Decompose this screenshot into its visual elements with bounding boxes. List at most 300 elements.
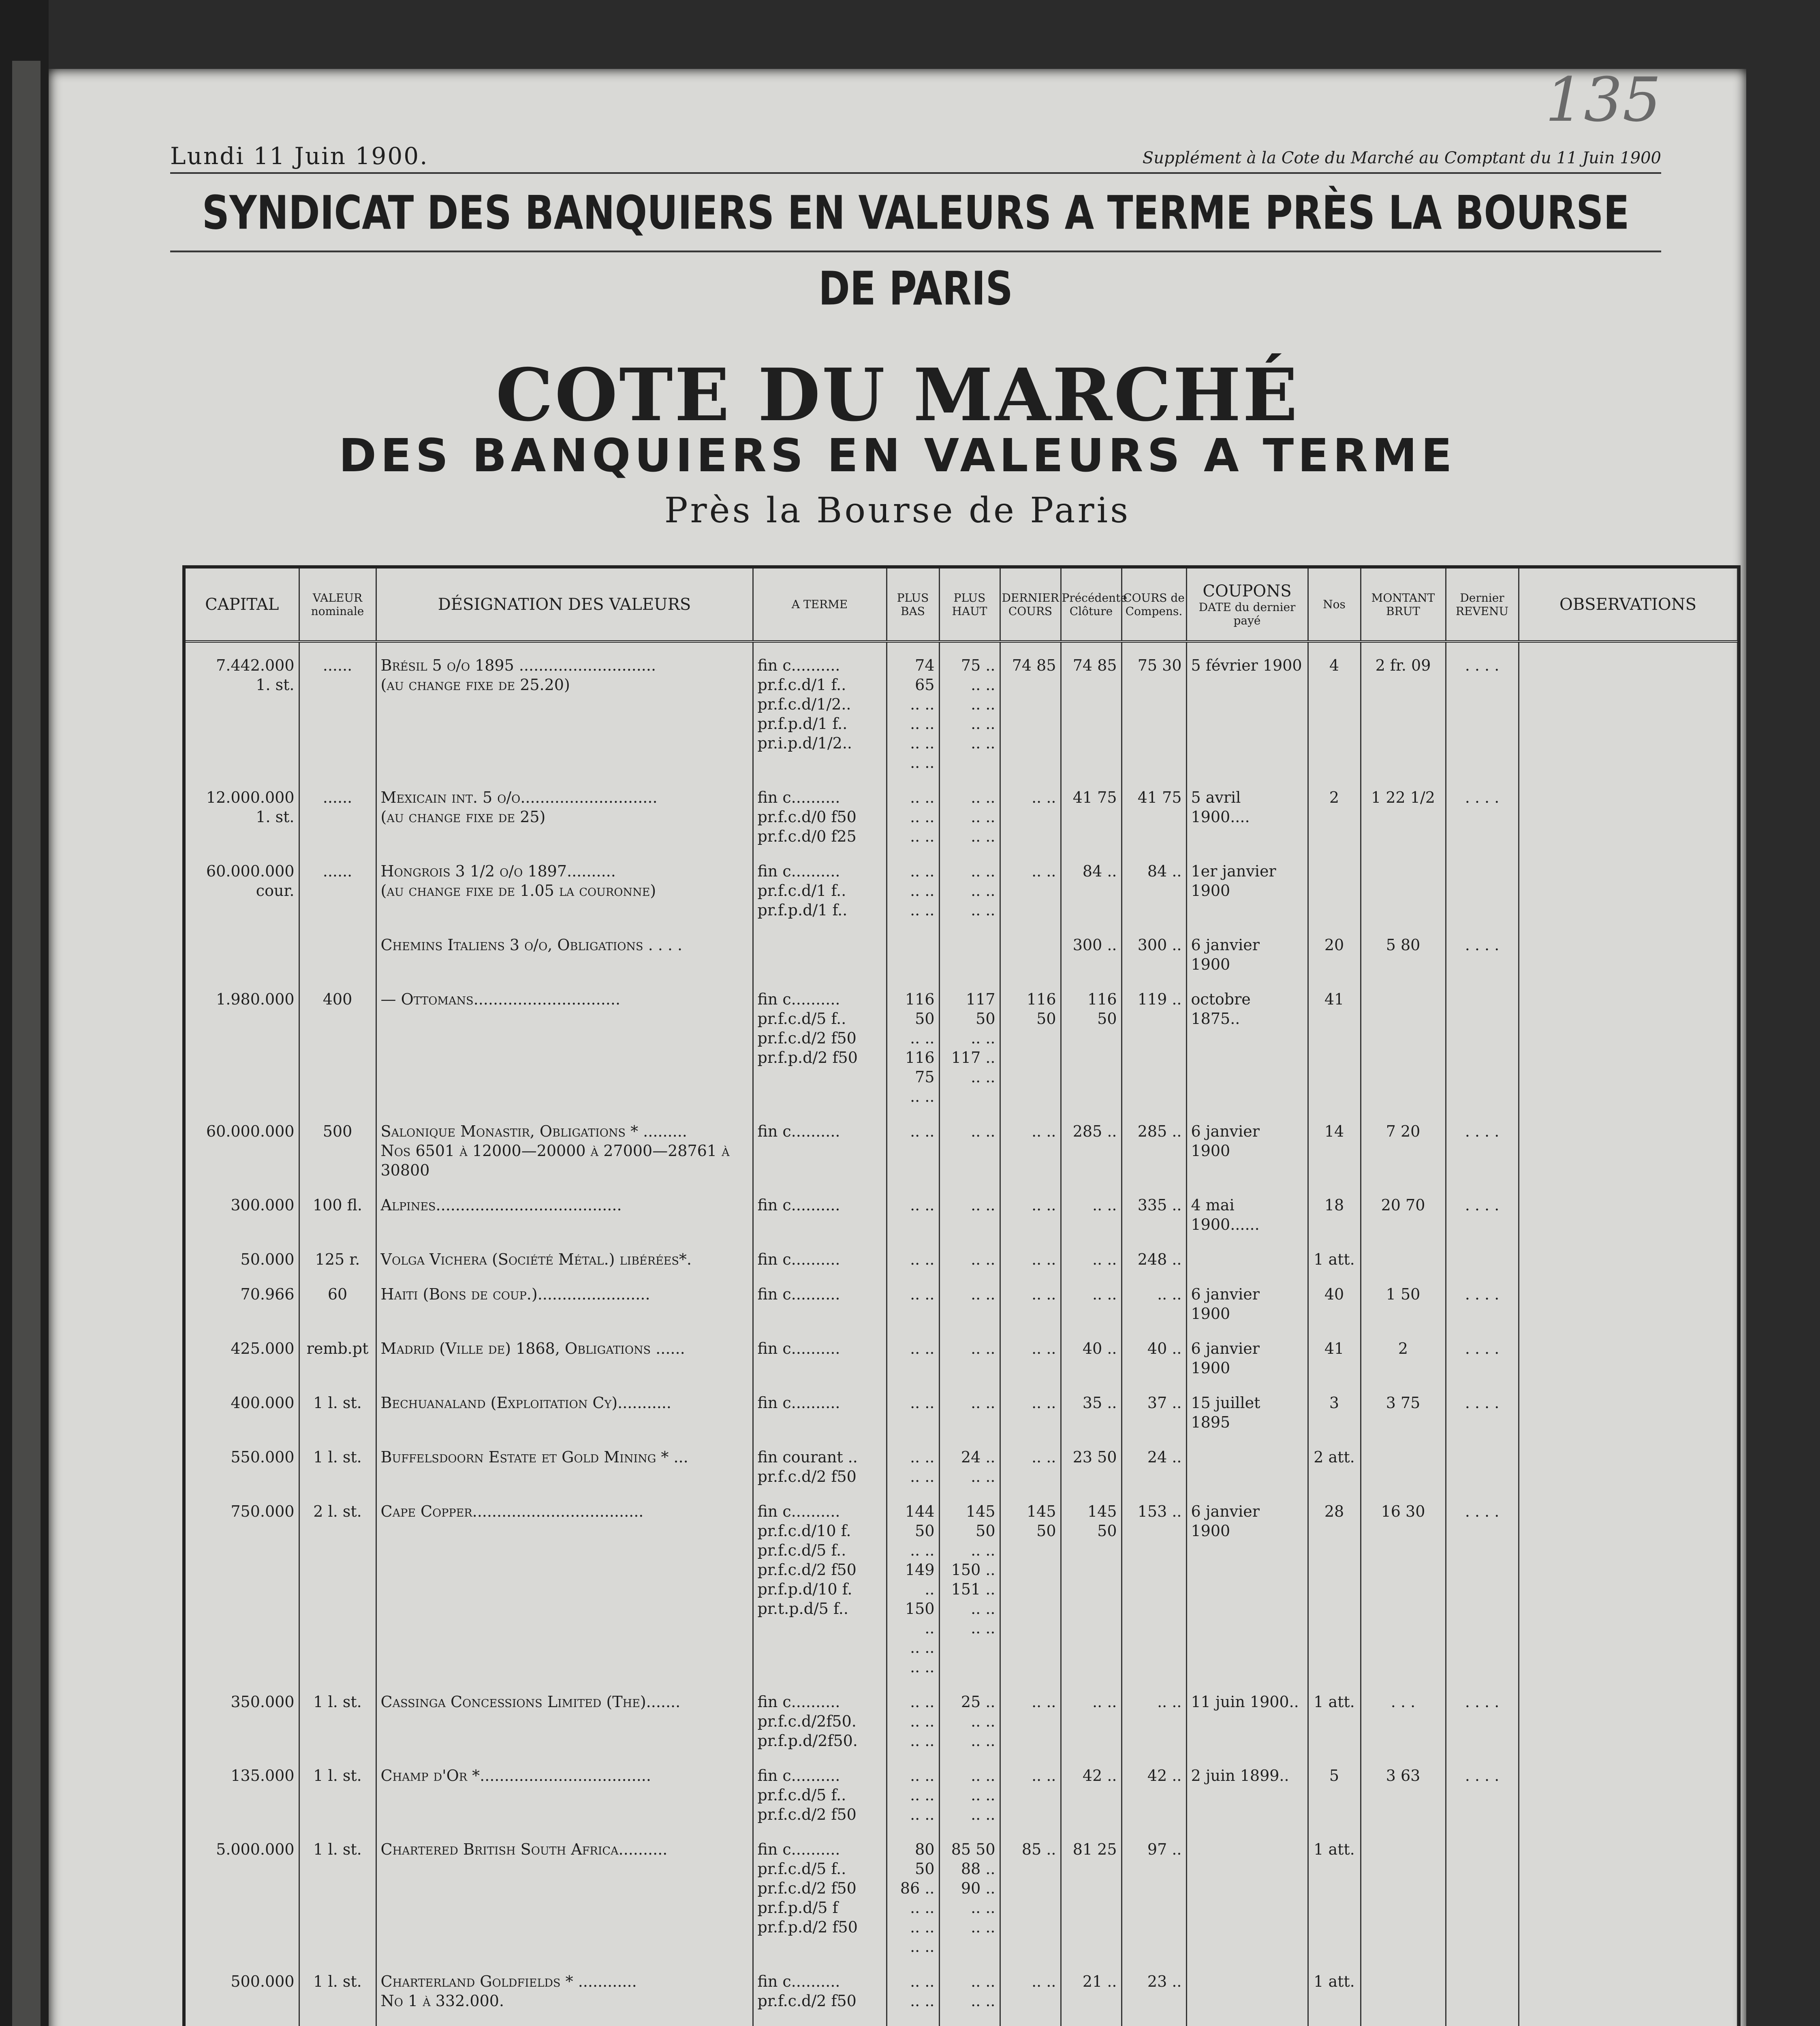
compens-cell: 285 .. bbox=[1121, 1109, 1186, 1182]
valeur-cell: 1 l. st. bbox=[299, 1380, 376, 1434]
capital-cell: 50.000 bbox=[186, 1237, 299, 1272]
valeur-cell: 60 bbox=[299, 1272, 376, 1326]
plus-haut-cell: 75 .. .. .. .. .. .. .. .. .. bbox=[939, 641, 1000, 775]
col-dernier-cours: DERNIER COURS bbox=[1000, 568, 1061, 641]
capital-cell: 350.000 bbox=[186, 1679, 299, 1753]
date-paye-cell: octobre 1875.. bbox=[1186, 977, 1308, 1109]
plus-bas-cell: .. .. bbox=[887, 1109, 939, 1182]
quotation-table bbox=[186, 568, 1738, 2026]
capital-cell: 7.442.000 1. st. bbox=[186, 641, 299, 775]
valeur-cell: 1 l. st. bbox=[299, 1753, 376, 1827]
date-paye-cell: 6 janvier 1900 bbox=[1186, 1489, 1308, 1679]
precedente-cell: 40 .. bbox=[1061, 1326, 1121, 1380]
plus-bas-cell: .. .. .. .. .. .. bbox=[887, 848, 939, 922]
terme-cell: fin c.......... pr.f.c.d/1 f.. pr.f.c.d/1/2.. pr.f.p.d/1 f.. pr.i.p.d/1/2.. bbox=[753, 641, 887, 775]
valeur-cell: ...... bbox=[299, 775, 376, 848]
plus-bas-cell: .. .. bbox=[887, 1237, 939, 1272]
coupon-no-cell: 1 att. bbox=[1308, 1959, 1361, 2013]
terme-cell: fin c.......... pr.f.c.d/2 f50 bbox=[753, 1959, 887, 2013]
revenu-cell: . . . . bbox=[1446, 922, 1519, 977]
table-row bbox=[186, 1182, 1737, 1237]
coupon-no-cell: 41 bbox=[1308, 1326, 1361, 1380]
precedente-cell: 285 .. bbox=[1061, 1109, 1121, 1182]
table-row bbox=[186, 1679, 1737, 1753]
precedente-cell: 23 50 bbox=[1061, 1434, 1121, 1489]
dernier-cours-cell: .. .. bbox=[1000, 1272, 1061, 1326]
valeur-cell: 100 fl. bbox=[299, 1182, 376, 1237]
compens-cell: 24 .. bbox=[1121, 1434, 1186, 1489]
revenu-cell bbox=[1446, 848, 1519, 922]
date-paye-label: DATE du dernier payé bbox=[1198, 600, 1296, 627]
coupon-no-cell: 40 bbox=[1308, 1272, 1361, 1326]
table-row bbox=[186, 922, 1737, 977]
plus-bas-cell: .. .. bbox=[887, 1326, 939, 1380]
coupon-no-cell: 41 bbox=[1308, 977, 1361, 1109]
revenu-cell: . . . . bbox=[1446, 1109, 1519, 1182]
precedente-cell: 41 75 bbox=[1061, 775, 1121, 848]
revenu-cell bbox=[1446, 2013, 1519, 2026]
observations-cell bbox=[1519, 1827, 1737, 1959]
plus-haut-cell: .. .. bbox=[939, 1109, 1000, 1182]
revenu-cell: . . . . bbox=[1446, 641, 1519, 775]
designation-cell: Cape Copper................................... bbox=[376, 1489, 753, 1679]
coupon-no-cell: 1 att. bbox=[1308, 1679, 1361, 1753]
compens-cell bbox=[1121, 2013, 1186, 2026]
montant-cell: . . . bbox=[1361, 1679, 1446, 1753]
coupons-group-label: COUPONS bbox=[1203, 581, 1292, 601]
coupon-no-cell: 4 bbox=[1308, 641, 1361, 775]
plus-bas-cell: 80 50 86 .. .. .. .. .. .. .. bbox=[887, 1827, 939, 1959]
observations-cell bbox=[1519, 2013, 1737, 2026]
capital-cell: 5.000.000 bbox=[186, 1827, 299, 1959]
montant-cell: 16 30 bbox=[1361, 1489, 1446, 1679]
montant-cell bbox=[1361, 2013, 1446, 2026]
terme-cell: fin c.......... bbox=[753, 1237, 887, 1272]
plus-haut-cell: 24 .. .. .. bbox=[939, 1434, 1000, 1489]
montant-cell: 2 bbox=[1361, 1326, 1446, 1380]
date-paye-cell bbox=[1186, 1959, 1308, 2013]
capital-cell: 1.980.000 bbox=[186, 977, 299, 1109]
date-paye-cell: 1er janvier 1900 bbox=[1186, 848, 1308, 922]
plus-bas-cell: .. .. bbox=[887, 1182, 939, 1237]
dernier-cours-cell: .. .. bbox=[1000, 1959, 1061, 2013]
designation-cell: Buffelsdoorn Estate et Gold Mining * ... bbox=[376, 1434, 753, 1489]
plus-haut-cell: .. .. .. .. bbox=[939, 1959, 1000, 2013]
terme-cell: fin c.......... pr.f.c.d/1 f.. pr.f.p.d/1 f.. bbox=[753, 848, 887, 922]
document-page bbox=[49, 65, 1746, 2026]
compens-cell: 41 75 bbox=[1121, 775, 1186, 848]
table-row bbox=[186, 775, 1737, 848]
precedente-cell: .. .. bbox=[1061, 1679, 1121, 1753]
capital-cell bbox=[186, 2013, 299, 2026]
plus-bas-cell: 144 50 .. .. 149 .. 150 .. .. .. .. .. bbox=[887, 1489, 939, 1679]
coupon-no-cell: 18 bbox=[1308, 1182, 1361, 1237]
capital-cell: 300.000 bbox=[186, 1182, 299, 1237]
observations-cell bbox=[1519, 641, 1737, 775]
plus-bas-cell: .. .. .. .. bbox=[887, 1434, 939, 1489]
precedente-cell: 84 .. bbox=[1061, 848, 1121, 922]
observations-cell bbox=[1519, 1272, 1737, 1326]
terme-cell bbox=[753, 2013, 887, 2026]
compens-cell: 335 .. bbox=[1121, 1182, 1186, 1237]
capital-cell: 135.000 bbox=[186, 1753, 299, 1827]
precedente-cell: 81 25 bbox=[1061, 1827, 1121, 1959]
date-paye-cell: 2 juin 1899.. bbox=[1186, 1753, 1308, 1827]
designation-cell: Champ d'Or *................................... bbox=[376, 1753, 753, 1827]
observations-cell bbox=[1519, 977, 1737, 1109]
terme-cell: fin c.......... pr.f.c.d/5 f.. pr.f.c.d/2 f50 bbox=[753, 1753, 887, 1827]
designation-cell: — Ottomans.............................. bbox=[376, 977, 753, 1109]
designation-cell: Alpines...................................... bbox=[376, 1182, 753, 1237]
dernier-cours-cell: 74 85 bbox=[1000, 641, 1061, 775]
plus-bas-cell: 116 50 .. .. 116 75 .. .. bbox=[887, 977, 939, 1109]
date-paye-cell: 15 juillet 1895 bbox=[1186, 1380, 1308, 1434]
compens-cell: 300 .. bbox=[1121, 922, 1186, 977]
observations-cell bbox=[1519, 1109, 1737, 1182]
coupon-no-cell: 1 att. bbox=[1308, 1237, 1361, 1272]
plus-haut-cell bbox=[939, 2013, 1000, 2026]
terme-cell: fin c.......... bbox=[753, 1326, 887, 1380]
coupon-no-cell: 28 bbox=[1308, 1489, 1361, 1679]
date-paye-cell: 5 avril 1900.... bbox=[1186, 775, 1308, 848]
precedente-cell: 116 50 bbox=[1061, 977, 1121, 1109]
table-row bbox=[186, 641, 1737, 775]
capital-cell: 12.000.000 1. st. bbox=[186, 775, 299, 848]
plus-bas-cell: .. .. .. .. .. .. bbox=[887, 1753, 939, 1827]
revenu-cell: . . . . bbox=[1446, 1679, 1519, 1753]
compens-cell: 119 .. bbox=[1121, 977, 1186, 1109]
plus-haut-cell: .. .. .. .. .. .. bbox=[939, 1753, 1000, 1827]
table-row bbox=[186, 1380, 1737, 1434]
coupon-no-cell: 1 att. bbox=[1308, 1827, 1361, 1959]
table-row bbox=[186, 977, 1737, 1109]
montant-cell: 2 fr. 09 bbox=[1361, 641, 1446, 775]
date-paye-cell bbox=[1186, 2013, 1308, 2026]
observations-cell bbox=[1519, 775, 1737, 848]
revenu-cell: . . . . bbox=[1446, 1326, 1519, 1380]
dernier-cours-cell: .. .. bbox=[1000, 1753, 1061, 1827]
revenu-cell: . . . . bbox=[1446, 775, 1519, 848]
compens-cell: 42 .. bbox=[1121, 1753, 1186, 1827]
quotation-table-frame bbox=[182, 565, 1741, 2026]
plus-haut-cell: .. .. bbox=[939, 1182, 1000, 1237]
table-row bbox=[186, 1489, 1737, 1679]
col-date-paye bbox=[1186, 568, 1308, 641]
montant-cell: 1 22 1/2 bbox=[1361, 775, 1446, 848]
table-row bbox=[186, 1827, 1737, 1959]
revenu-cell bbox=[1446, 977, 1519, 1109]
coupon-no-cell: 14 bbox=[1308, 1109, 1361, 1182]
dernier-cours-cell: .. .. bbox=[1000, 1109, 1061, 1182]
montant-cell bbox=[1361, 977, 1446, 1109]
capital-cell: 425.000 bbox=[186, 1326, 299, 1380]
table-row bbox=[186, 848, 1737, 922]
compens-cell: 40 .. bbox=[1121, 1326, 1186, 1380]
header-date: Lundi 11 Juin 1900. bbox=[170, 142, 429, 170]
terme-cell bbox=[753, 922, 887, 977]
terme-cell: fin c.......... bbox=[753, 1380, 887, 1434]
table-body bbox=[186, 641, 1737, 2026]
precedente-cell: 145 50 bbox=[1061, 1489, 1121, 1679]
precedente-cell: 21 .. bbox=[1061, 1959, 1121, 2013]
designation-cell: Haiti (Bons de coup.)....................... bbox=[376, 1272, 753, 1326]
montant-cell bbox=[1361, 1959, 1446, 2013]
plus-haut-cell: 145 50 .. .. 150 .. 151 .. .. .. .. .. bbox=[939, 1489, 1000, 1679]
observations-cell bbox=[1519, 1326, 1737, 1380]
compens-cell: 97 .. bbox=[1121, 1827, 1186, 1959]
observations-cell bbox=[1519, 1959, 1737, 2013]
capital-cell: 70.966 bbox=[186, 1272, 299, 1326]
designation-cell: Salonique Monastir, Obligations * ......... Nos 6501 à 12000—20000 à 27000—28761 à 30800 bbox=[376, 1109, 753, 1182]
terme-cell: fin c.......... bbox=[753, 1109, 887, 1182]
capital-cell: 750.000 bbox=[186, 1489, 299, 1679]
page-number: 135 bbox=[1545, 65, 1661, 135]
table-row bbox=[186, 1272, 1737, 1326]
date-paye-cell: 6 janvier 1900 bbox=[1186, 1109, 1308, 1182]
montant-cell bbox=[1361, 1237, 1446, 1272]
plus-bas-cell bbox=[887, 922, 939, 977]
designation-cell: Madrid (Ville de) 1868, Obligations ...... bbox=[376, 1326, 753, 1380]
precedente-cell: .. .. bbox=[1061, 1272, 1121, 1326]
dernier-cours-cell bbox=[1000, 2013, 1061, 2026]
revenu-cell: . . . . bbox=[1446, 1182, 1519, 1237]
valeur-cell: 1 l. st. bbox=[299, 1827, 376, 1959]
plus-haut-cell: 117 50 .. .. 117 .. .. .. bbox=[939, 977, 1000, 1109]
plus-haut-cell: .. .. bbox=[939, 1272, 1000, 1326]
col-precedente: Précédente Clôture bbox=[1061, 568, 1121, 641]
plus-bas-cell: .. .. .. .. .. .. bbox=[887, 1679, 939, 1753]
coupon-no-cell: 2 att. bbox=[1308, 1434, 1361, 1489]
plus-bas-cell: .. .. .. .. bbox=[887, 1959, 939, 2013]
plus-haut-cell: .. .. bbox=[939, 1380, 1000, 1434]
precedente-cell: .. .. bbox=[1061, 1182, 1121, 1237]
compens-cell: 37 .. bbox=[1121, 1380, 1186, 1434]
terme-cell: fin c.......... pr.f.c.d/10 f. pr.f.c.d/5 f.. pr.f.c.d/2 f50 pr.f.p.d/10 f. pr.t.p.d/5 f.. bbox=[753, 1489, 887, 1679]
coupon-no-cell: 3 bbox=[1308, 1380, 1361, 1434]
montant-cell: 20 70 bbox=[1361, 1182, 1446, 1237]
dernier-cours-cell: .. .. bbox=[1000, 1434, 1061, 1489]
observations-cell bbox=[1519, 1434, 1737, 1489]
montant-cell: 3 63 bbox=[1361, 1753, 1446, 1827]
designation-cell: Chemins Italiens 3 o/o, Obligations . . . . bbox=[376, 922, 753, 977]
designation-cell: Charterland Goldfields * ............ No 1 à 332.000. bbox=[376, 1959, 753, 2013]
main-title: COTE DU MARCHÉ bbox=[496, 353, 1299, 437]
terme-cell: fin courant .. pr.f.c.d/2 f50 bbox=[753, 1434, 887, 1489]
observations-cell bbox=[1519, 1753, 1737, 1827]
table-row bbox=[186, 1326, 1737, 1380]
book-spine bbox=[0, 0, 49, 2026]
dernier-cours-cell: .. .. bbox=[1000, 1182, 1061, 1237]
dernier-cours-cell: 116 50 bbox=[1000, 977, 1061, 1109]
valeur-cell: 400 bbox=[299, 977, 376, 1109]
compens-cell: .. .. bbox=[1121, 1272, 1186, 1326]
precedente-cell: 300 .. bbox=[1061, 922, 1121, 977]
table-header bbox=[186, 568, 1737, 641]
dernier-cours-cell bbox=[1000, 922, 1061, 977]
coupon-no-cell: 2 bbox=[1308, 775, 1361, 848]
montant-cell: 7 20 bbox=[1361, 1109, 1446, 1182]
plus-bas-cell: .. .. bbox=[887, 1272, 939, 1326]
date-paye-cell: 11 juin 1900.. bbox=[1186, 1679, 1308, 1753]
observations-cell bbox=[1519, 1489, 1737, 1679]
terme-cell: fin c.......... pr.f.c.d/5 f.. pr.f.c.d/2 f50 pr.f.p.d/5 f pr.f.p.d/2 f50 bbox=[753, 1827, 887, 1959]
terme-cell: fin c.......... bbox=[753, 1272, 887, 1326]
precedente-cell: .. .. bbox=[1061, 1237, 1121, 1272]
plus-bas-cell: 74 65 .. .. .. .. .. .. .. .. bbox=[887, 641, 939, 775]
dernier-cours-cell: .. .. bbox=[1000, 1326, 1061, 1380]
table-row bbox=[186, 1753, 1737, 1827]
dernier-cours-cell: 85 .. bbox=[1000, 1827, 1061, 1959]
capital-cell: 60.000.000 bbox=[186, 1109, 299, 1182]
precedente-cell bbox=[1061, 2013, 1121, 2026]
col-plus-bas: PLUS BAS bbox=[887, 568, 939, 641]
valeur-cell: 1 l. st. bbox=[299, 1679, 376, 1753]
compens-cell: 153 .. bbox=[1121, 1489, 1186, 1679]
col-terme: A TERME bbox=[753, 568, 887, 641]
designation-cell: Brésil 5 o/o 1895 ............................ (au change fixe de 25.20) bbox=[376, 641, 753, 775]
revenu-cell: . . . . bbox=[1446, 1272, 1519, 1326]
designation-cell: Volga Vichera (Société Métal.) libérées*. bbox=[376, 1237, 753, 1272]
sub-title: DES BANQUIERS EN VALEURS A TERME bbox=[339, 430, 1456, 482]
montant-cell: 5 80 bbox=[1361, 922, 1446, 977]
date-paye-cell: 5 février 1900 bbox=[1186, 641, 1308, 775]
coupon-no-cell bbox=[1308, 848, 1361, 922]
date-paye-cell bbox=[1186, 1827, 1308, 1959]
montant-cell: 3 75 bbox=[1361, 1380, 1446, 1434]
observations-cell bbox=[1519, 1182, 1737, 1237]
table-row bbox=[186, 1434, 1737, 1489]
precedente-cell: 42 .. bbox=[1061, 1753, 1121, 1827]
plus-haut-cell: .. .. bbox=[939, 1237, 1000, 1272]
terme-cell: fin c.......... pr.f.c.d/2f50. pr.f.p.d/2f50. bbox=[753, 1679, 887, 1753]
compens-cell: .. .. bbox=[1121, 1679, 1186, 1753]
revenu-cell: . . . . bbox=[1446, 1489, 1519, 1679]
valeur-cell bbox=[299, 922, 376, 977]
designation-cell bbox=[376, 2013, 753, 2026]
table-row bbox=[186, 2013, 1737, 2026]
terme-cell: fin c.......... bbox=[753, 1182, 887, 1237]
revenu-cell: . . . . bbox=[1446, 1380, 1519, 1434]
plus-haut-cell: .. .. bbox=[939, 1326, 1000, 1380]
plus-haut-cell: 25 .. .. .. .. .. bbox=[939, 1679, 1000, 1753]
precedente-cell: 35 .. bbox=[1061, 1380, 1121, 1434]
precedente-cell: 74 85 bbox=[1061, 641, 1121, 775]
designation-cell: Cassinga Concessions Limited (The)....... bbox=[376, 1679, 753, 1753]
montant-cell: 1 50 bbox=[1361, 1272, 1446, 1326]
observations-cell bbox=[1519, 922, 1737, 977]
col-montant: MONTANT BRUT bbox=[1361, 568, 1446, 641]
date-paye-cell bbox=[1186, 1237, 1308, 1272]
terme-cell: fin c.......... pr.f.c.d/0 f50 pr.f.c.d/0 f25 bbox=[753, 775, 887, 848]
col-designation: DÉSIGNATION DES VALEURS bbox=[376, 568, 753, 641]
revenu-cell bbox=[1446, 1959, 1519, 2013]
coupon-no-cell: 5 bbox=[1308, 1753, 1361, 1827]
designation-cell: Hongrois 3 1/2 o/o 1897.......... (au change fixe de 1.05 la couronne) bbox=[376, 848, 753, 922]
plus-bas-cell bbox=[887, 2013, 939, 2026]
table-row bbox=[186, 1959, 1737, 2013]
capital-cell: 60.000.000 cour. bbox=[186, 848, 299, 922]
syndicat-banner: SYNDICAT DES BANQUIERS EN VALEURS A TERME PRÈS LA BOURSE DE PARIS bbox=[170, 175, 1661, 252]
dernier-cours-cell: .. .. bbox=[1000, 1380, 1061, 1434]
place-title: Près la Bourse de Paris bbox=[664, 490, 1131, 531]
revenu-cell: . . . . bbox=[1446, 1753, 1519, 1827]
header-row bbox=[170, 144, 1661, 174]
revenu-cell bbox=[1446, 1237, 1519, 1272]
observations-cell bbox=[1519, 848, 1737, 922]
date-paye-cell: 6 janvier 1900 bbox=[1186, 922, 1308, 977]
col-plus-haut: PLUS HAUT bbox=[939, 568, 1000, 641]
dernier-cours-cell: .. .. bbox=[1000, 1237, 1061, 1272]
montant-cell bbox=[1361, 1434, 1446, 1489]
table-row bbox=[186, 1109, 1737, 1182]
capital-cell: 400.000 bbox=[186, 1380, 299, 1434]
compens-cell: 84 .. bbox=[1121, 848, 1186, 922]
date-paye-cell bbox=[1186, 1434, 1308, 1489]
designation-cell: Chartered British South Africa.......... bbox=[376, 1827, 753, 1959]
valeur-cell bbox=[299, 2013, 376, 2026]
revenu-cell bbox=[1446, 1827, 1519, 1959]
col-no: Nos bbox=[1308, 568, 1361, 641]
dernier-cours-cell: 145 50 bbox=[1000, 1489, 1061, 1679]
terme-cell: fin c.......... pr.f.c.d/5 f.. pr.f.c.d/2 f50 pr.f.p.d/2 f50 bbox=[753, 977, 887, 1109]
dernier-cours-cell: .. .. bbox=[1000, 848, 1061, 922]
observations-cell bbox=[1519, 1380, 1737, 1434]
revenu-cell bbox=[1446, 1434, 1519, 1489]
valeur-cell: 2 l. st. bbox=[299, 1489, 376, 1679]
plus-haut-cell: .. .. .. .. .. .. bbox=[939, 848, 1000, 922]
plus-haut-cell: .. .. .. .. .. .. bbox=[939, 775, 1000, 848]
valeur-cell: 1 l. st. bbox=[299, 1959, 376, 2013]
plus-bas-cell: .. .. .. .. .. .. bbox=[887, 775, 939, 848]
capital-cell: 550.000 bbox=[186, 1434, 299, 1489]
designation-cell: Bechuanaland (Exploitation Cy)........... bbox=[376, 1380, 753, 1434]
montant-cell bbox=[1361, 848, 1446, 922]
dernier-cours-cell: .. .. bbox=[1000, 775, 1061, 848]
valeur-cell: 500 bbox=[299, 1109, 376, 1182]
plus-haut-cell: 85 50 88 .. 90 .. .. .. .. .. bbox=[939, 1827, 1000, 1959]
date-paye-cell: 6 janvier 1900 bbox=[1186, 1326, 1308, 1380]
coupon-no-cell: 20 bbox=[1308, 922, 1361, 977]
plus-bas-cell: .. .. bbox=[887, 1380, 939, 1434]
date-paye-cell: 6 janvier 1900 bbox=[1186, 1272, 1308, 1326]
col-revenu: Dernier REVENU bbox=[1446, 568, 1519, 641]
compens-cell: 248 .. bbox=[1121, 1237, 1186, 1272]
valeur-cell: remb.pt bbox=[299, 1326, 376, 1380]
observations-cell bbox=[1519, 1237, 1737, 1272]
date-paye-cell: 4 mai 1900...... bbox=[1186, 1182, 1308, 1237]
valeur-cell: ...... bbox=[299, 641, 376, 775]
header-supplement: Supplément à la Cote du Marché au Comptant du 11 Juin 1900 bbox=[1142, 149, 1661, 167]
col-capital: CAPITAL bbox=[186, 568, 299, 641]
col-observations: OBSERVATIONS bbox=[1519, 568, 1737, 641]
coupon-no-cell bbox=[1308, 2013, 1361, 2026]
compens-cell: 75 30 bbox=[1121, 641, 1186, 775]
designation-cell: Mexicain int. 5 o/o............................ (au change fixe de 25) bbox=[376, 775, 753, 848]
observations-cell bbox=[1519, 1679, 1737, 1753]
valeur-cell: ...... bbox=[299, 848, 376, 922]
col-valeur: VALEUR nominale bbox=[299, 568, 376, 641]
valeur-cell: 1 l. st. bbox=[299, 1434, 376, 1489]
table-row bbox=[186, 1237, 1737, 1272]
compens-cell: 23 .. bbox=[1121, 1959, 1186, 2013]
valeur-cell: 125 r. bbox=[299, 1237, 376, 1272]
col-cours-compens: COURS de Compens. bbox=[1121, 568, 1186, 641]
plus-haut-cell bbox=[939, 922, 1000, 977]
montant-cell bbox=[1361, 1827, 1446, 1959]
dernier-cours-cell: .. .. bbox=[1000, 1679, 1061, 1753]
capital-cell: 500.000 bbox=[186, 1959, 299, 2013]
capital-cell bbox=[186, 922, 299, 977]
